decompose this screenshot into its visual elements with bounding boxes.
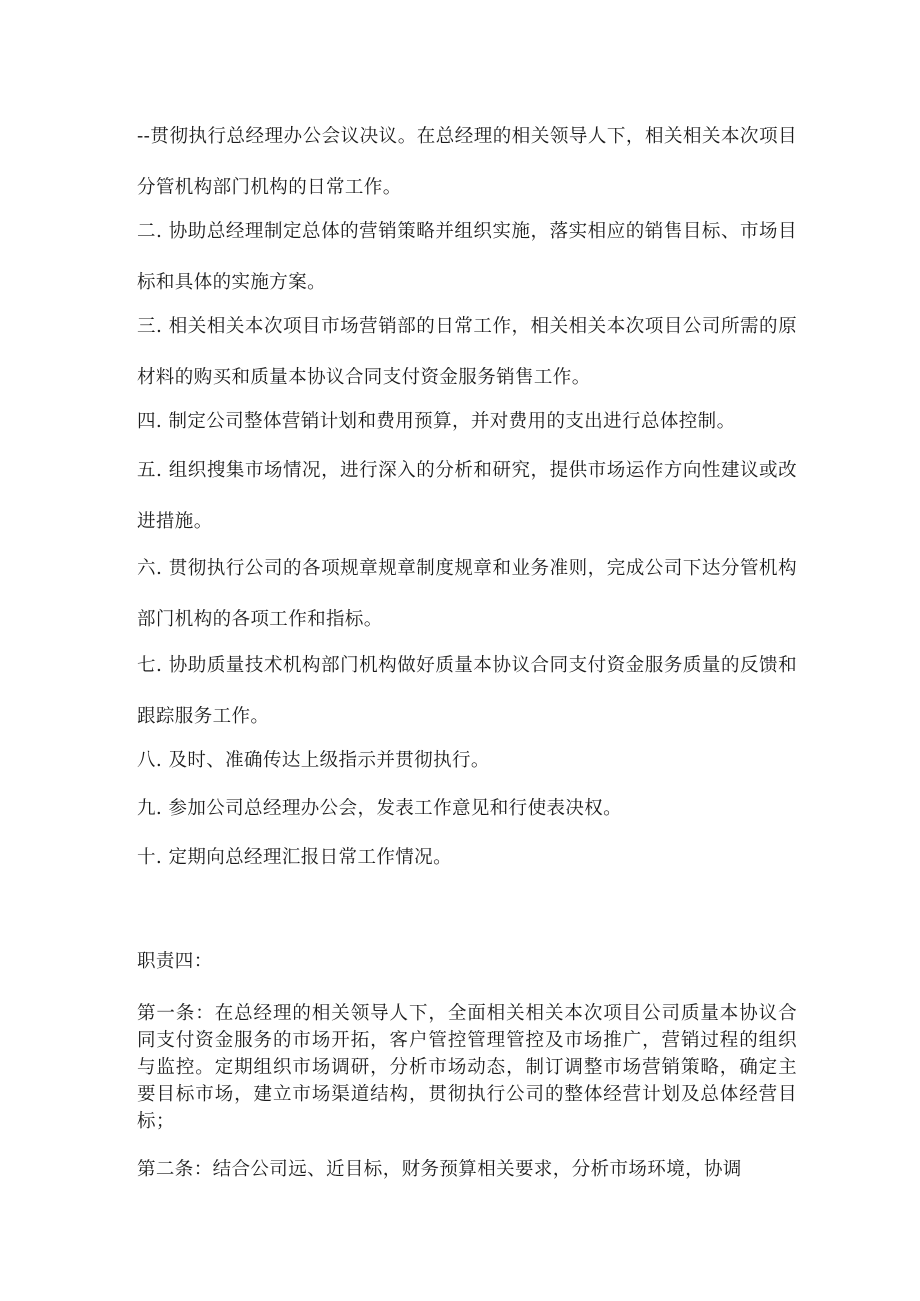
duty-item-10: 十. 定期向总经理汇报日常工作情况。 (137, 847, 452, 868)
duty-item-6: 六. 贯彻执行公司的各项规章规章制度规章和业务准则，完成公司下达分管机构部门机构的各项工作和指标。 (137, 558, 797, 630)
article-1: 第一条：在总经理的相关领导人下，全面相关相关本次项目公司质量本协议合同支付资金服务的市场开拓，客户管控管理管控及市场推广，营销过程的组织与监控。定期组织市场调研，分析市场动态，制订调整市场营销策略，确定主要目标市场，建立市场渠道结构，贯彻执行公司的整体经营计划及总体经营目标； (137, 1003, 797, 1132)
duty-item-9: 九. 参加公司总经理办公会，发表工作意见和行使表决权。 (137, 798, 623, 819)
article-2: 第二条：结合公司远、近目标，财务预算相关要求，分析市场环境，协调 (137, 1159, 742, 1180)
duty-item-7: 七. 协助质量技术机构部门机构做好质量本协议合同支付资金服务质量的反馈和跟踪服务工作。 (137, 655, 797, 727)
duty-item-1: --贯彻执行总经理办公会议决议。在总经理的相关领导人下，相关相关本次项目分管机构部门机构的日常工作。 (137, 126, 797, 198)
duty-item-3: 三. 相关相关本次项目市场营销部的日常工作，相关相关本次项目公司所需的原材料的购买和质量本协议合同支付资金服务销售工作。 (137, 316, 797, 388)
duty-item-5: 五. 组织搜集市场情况，进行深入的分析和研究，提供市场运作方向性建议或改进措施。 (137, 460, 797, 532)
duty-item-4: 四. 制定公司整体营销计划和费用预算，并对费用的支出进行总体控制。 (137, 411, 736, 432)
section-title: 职责四： (137, 951, 213, 972)
duty-item-2: 二. 协助总经理制定总体的营销策略并组织实施，落实相应的销售目标、市场目标和具体的实施方案。 (137, 221, 797, 293)
duty-item-8: 八. 及时、准确传达上级指示并贯彻执行。 (137, 750, 490, 771)
